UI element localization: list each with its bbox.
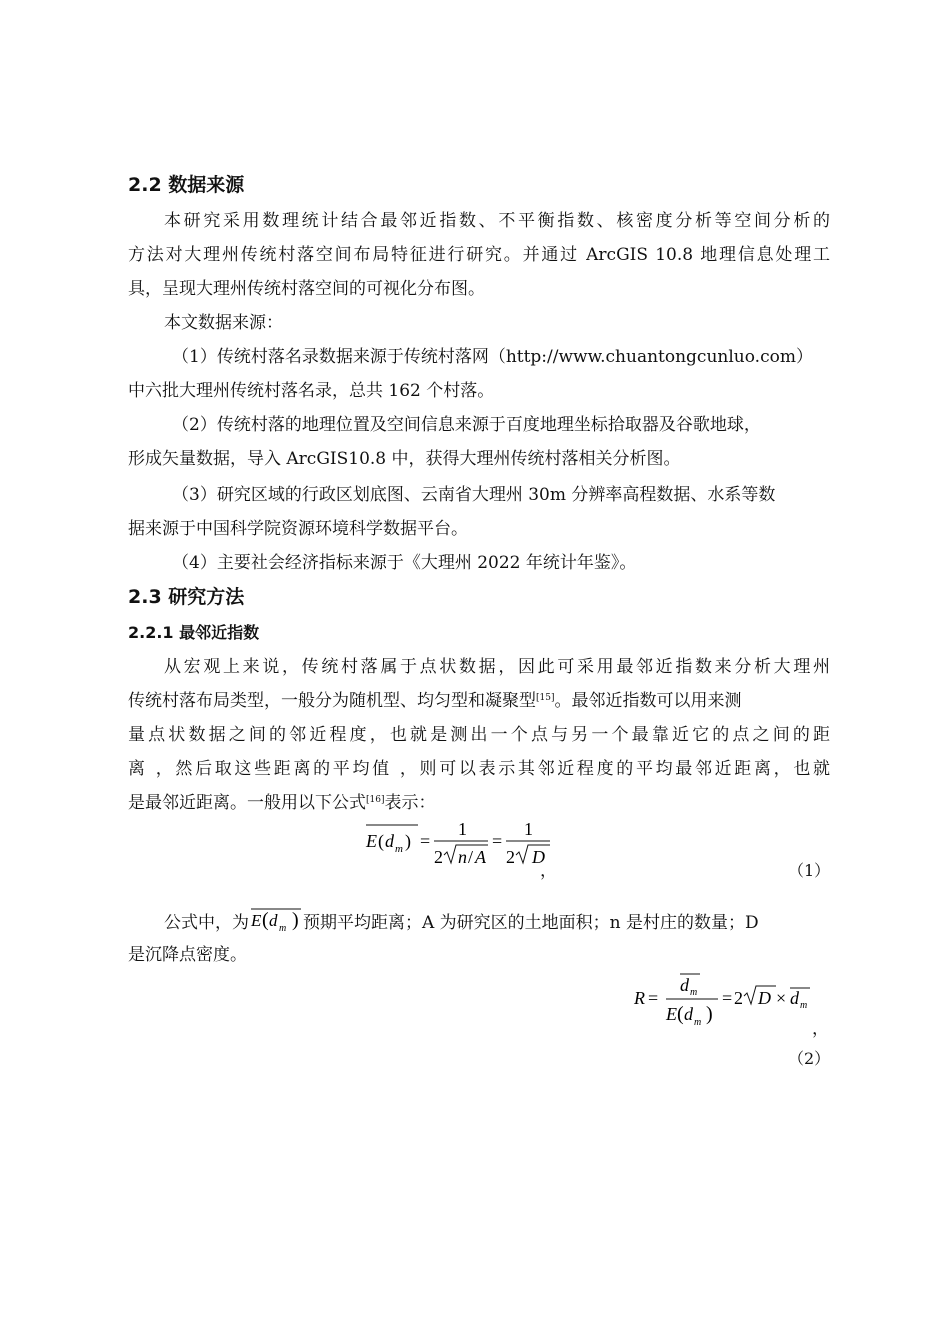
paragraph-line: 是沉降点密度。: [128, 945, 247, 965]
section-heading-2-3: 2.3 研究方法: [128, 586, 245, 608]
svg-text:m: m: [694, 1017, 702, 1028]
source-3-line: 据来源于中国科学院资源环境科学数据平台。: [128, 519, 468, 539]
svg-text:2: 2: [734, 988, 743, 1008]
svg-text:(: (: [378, 831, 384, 851]
svg-text:1: 1: [524, 819, 533, 839]
svg-text:d: d: [790, 988, 799, 1008]
paragraph-line: 离 ，然后取这些距离的平均值 ，则可以表示其邻近程度的平均最邻近距离，也就: [128, 759, 830, 779]
source-3-line: （3）研究区域的行政区划底图、云南省大理州 30m 分辨率高程数据、水系等数: [172, 485, 776, 505]
svg-text:(: (: [262, 909, 269, 931]
paragraph-line: 是最邻近距离。一般用以下公式[16]表示：: [128, 793, 436, 813]
formula-1: [360, 815, 560, 875]
svg-text:d: d: [680, 975, 689, 995]
source-2-line: 形成矢量数据，导入 ArcGIS10.8 中，获得大理州传统村落相关分析图。: [128, 449, 681, 469]
svg-text:d: d: [385, 831, 394, 851]
svg-text:1: 1: [458, 819, 467, 839]
svg-text:m: m: [690, 987, 698, 998]
svg-text:R: R: [634, 988, 645, 1008]
formula-2: [630, 970, 820, 1032]
inline-formula-E-dm: [249, 906, 303, 934]
svg-text:D: D: [532, 847, 545, 867]
paragraph-line: 公式中，为 E ( d m ) 预期平均距离；A 为研究区的土地面积；n 是村庄的数量；D: [164, 906, 759, 934]
source-2-line: （2）传统村落的地理位置及空间信息来源于百度地理坐标拾取器及谷歌地球，: [172, 415, 761, 435]
paragraph-line: 量点状数据之间的邻近程度，也就是测出一个点与另一个最靠近它的点之间的距: [128, 725, 830, 745]
svg-text:): ): [405, 831, 411, 851]
formula-2-comma: ，: [812, 1019, 829, 1039]
citation-16: [16]: [366, 795, 385, 805]
svg-text:(: (: [677, 1003, 684, 1025]
paragraph-line: 方法对大理州传统村落空间布局特征进行研究。并通过 ArcGIS 10.8 地理信息处理工: [128, 245, 830, 265]
svg-text:m: m: [279, 923, 287, 934]
paragraph-line: 从宏观上来说，传统村落属于点状数据，因此可采用最邻近指数来分析大理州: [164, 657, 830, 677]
svg-text:): ): [706, 1003, 713, 1025]
svg-text:n: n: [458, 847, 467, 867]
section-heading-2-2: 2.2 数据来源: [128, 174, 245, 196]
svg-text:2: 2: [434, 847, 443, 867]
equation-number-2: （2）: [788, 1049, 831, 1068]
equation-number-1: （1）: [788, 861, 831, 880]
paragraph-line: 具，呈现大理州传统村落空间的可视化分布图。: [128, 279, 485, 299]
svg-text:D: D: [758, 988, 771, 1008]
svg-text:d: d: [269, 911, 278, 930]
svg-text:2: 2: [506, 847, 515, 867]
svg-text:d: d: [684, 1004, 693, 1024]
source-1-line: 中六批大理州传统村落名录，总共 162 个村落。: [128, 381, 495, 401]
svg-text:×: ×: [776, 988, 787, 1008]
svg-text:m: m: [395, 843, 403, 855]
svg-text:=: =: [492, 831, 503, 851]
sources-intro: 本文数据来源：: [164, 313, 283, 333]
svg-text:E: E: [251, 911, 262, 930]
source-1-line: （1）传统村落名录数据来源于传统村落网（http://www.chuantongcunluo.com）: [172, 347, 813, 367]
svg-text:A: A: [475, 847, 486, 867]
svg-text:m: m: [800, 1000, 808, 1011]
paragraph-line: 本研究采用数理统计结合最邻近指数、不平衡指数、核密度分析等空间分析的: [164, 211, 830, 231]
svg-text:/: /: [468, 847, 474, 867]
svg-text:E: E: [666, 1004, 677, 1024]
paragraph-line: 传统村落布局类型，一般分为随机型、均匀型和凝聚型[15]。最邻近指数可以用来测: [128, 691, 742, 711]
svg-text:=: =: [420, 831, 431, 851]
citation-15: [15]: [536, 693, 555, 703]
source-4-line: （4）主要社会经济指标来源于《大理州 2022 年统计年鉴》。: [172, 553, 637, 573]
formula-1-comma: ，: [540, 861, 557, 881]
subsection-heading: 2.2.1 最邻近指数: [128, 623, 260, 642]
svg-text:=: =: [722, 988, 733, 1008]
svg-text:): ): [292, 909, 299, 931]
svg-text:E: E: [366, 831, 377, 851]
svg-text:=: =: [648, 988, 659, 1008]
